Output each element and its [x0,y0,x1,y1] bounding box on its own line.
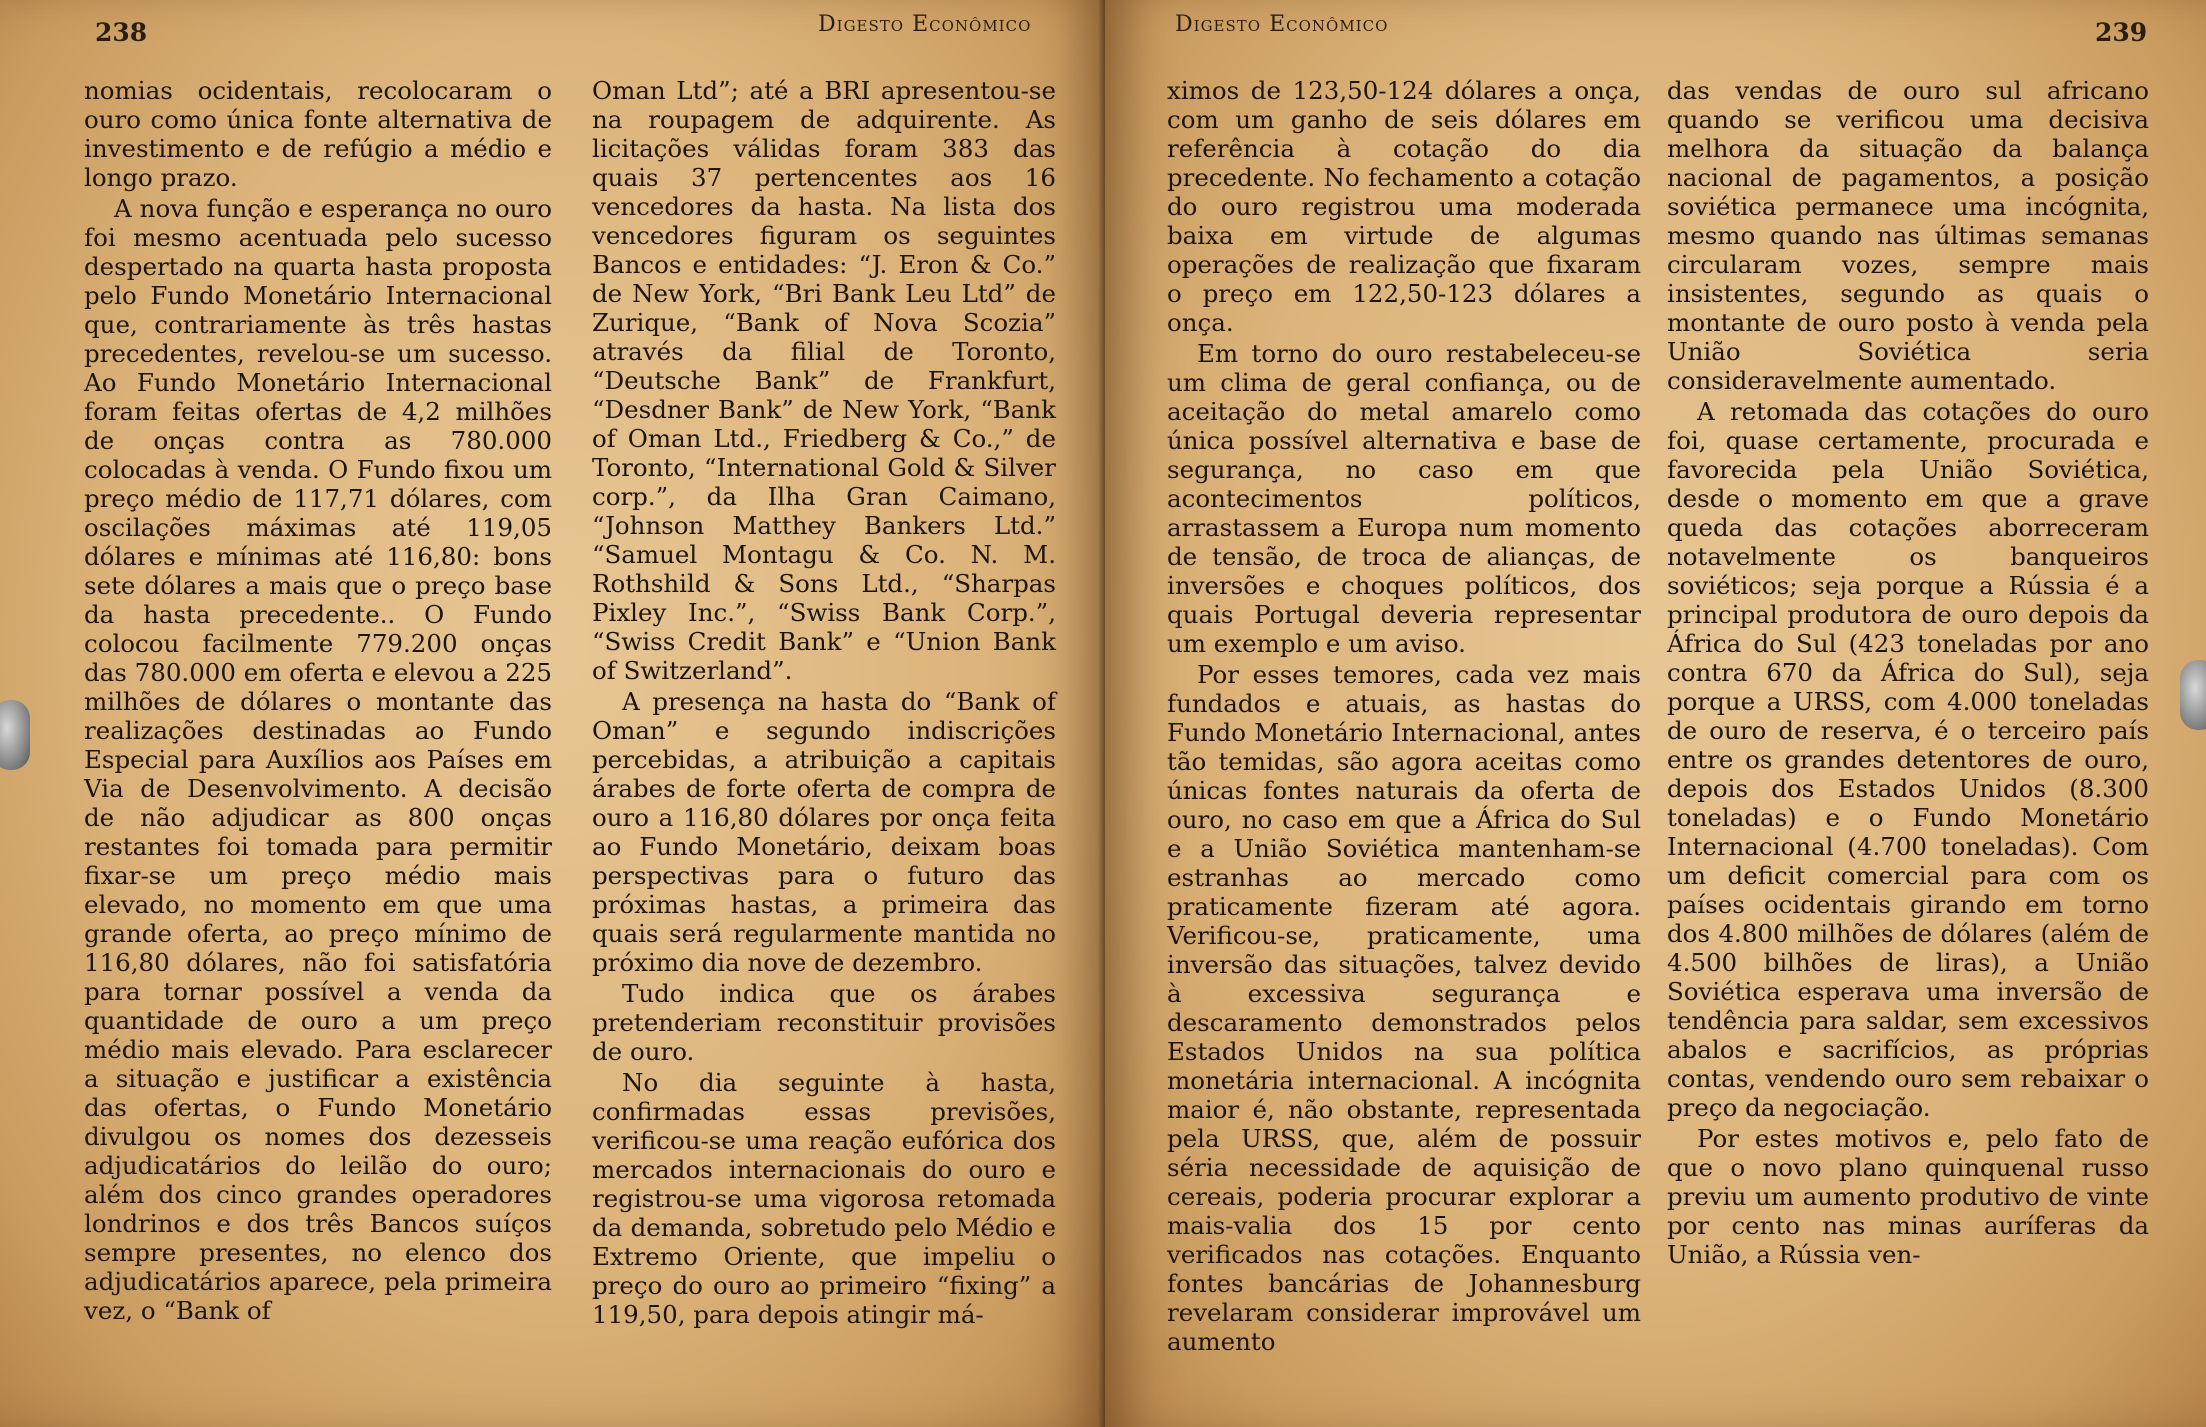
running-header-left: Digesto Econômico [818,12,1032,37]
paragraph: A nova função e esperança no ouro foi mesmo acentuada pelo sucesso despertado na quarta hasta proposta pelo Fundo Monetário Internacional que, contrariamente às três hastas precedentes, revelou-se um sucesso. Ao Fundo Monetário Internacional foram feitas ofertas de 4,2 milhões de onças contra as 780.000 colocadas à venda. O Fundo fixou um preço médio de 117,71 dólares, com oscilações máximas até 119,05 dólares e mínimas até 116,80: bons sete dólares a mais que o preço base da hasta precedente.. O Fundo colocou facilmente 779.200 onças das 780.000 em oferta e elevou a 225 milhões de dólares o montante das realizações destinadas ao Fundo Especial para Auxílios aos Países em Via de Desenvolvimento. A decisão de não adjudicar as 800 onças restantes foi tomada para permitir fixar-se um preço médio mais elevado, no momento em que uma grande oferta, ao preço mínimo de 116,80 dólares, não foi satisfatória para tornar possível a venda da quantidade de ouro a um preço médio mais elevado. Para esclarecer a situação e justificar a existência das ofertas, o Fundo Monetário divulgou os nomes dos dezesseis adjudicatários do leilão do ouro; além dos cinco grandes operadores londrinos e dos três Bancos suíços sempre presentes, no elenco dos adjudicatários aparece, pela primeira vez, o “Bank of [84,194,552,1325]
paragraph: A presença na hasta do “Bank of Oman” e segundo indiscrições percebidas, a atribuição a capitais árabes de forte oferta de compra de ouro a 116,80 dólares por onça feita ao Fundo Monetário, deixam boas perspectivas para o futuro das próximas hastas, a primeira das quais será regularmente mantida no próximo dia nove de dezembro. [592,687,1056,977]
left-column-2 [592,76,1056,1329]
binder-ring-icon [0,700,30,770]
right-column-2 [1667,76,2149,1269]
binder-ring-icon [2180,660,2206,730]
left-column-1 [84,76,552,1325]
page-number-right: 239 [2095,18,2148,47]
paragraph: nomias ocidentais, recolocaram o ouro como única fonte alternativa de investimento e de refúgio a médio e longo prazo. [84,76,552,192]
page-number-left: 238 [95,18,148,47]
right-page [1105,0,2206,1427]
paragraph: ximos de 123,50-124 dólares a onça, com um ganho de seis dólares em referência à cotação do dia precedente. No fechamento a cotação do ouro registrou uma moderada baixa em virtude de algumas operações de realização que fixaram o preço em 122,50-123 dólares a onça. [1167,76,1641,337]
paragraph: Por esses temores, cada vez mais fundados e atuais, as hastas do Fundo Monetário Internacional, antes tão temidas, são agora aceitas como únicas fontes naturais da oferta de ouro, no caso em que a África do Sul e a União Soviética mantenham-se estranhas ao mercado como praticamente fizeram até agora. Verificou-se, praticamente, uma inversão das situações, talvez devido à excessiva segurança e descaramento demonstrados pelos Estados Unidos na sua política monetária internacional. A incógnita maior é, não obstante, representada pela URSS, que, além de possuir séria necessidade de aquisição de cereais, poderia procurar explorar a mais-valia dos 15 por cento verificados nas cotações. Enquanto fontes bancárias de Johannesburg revelaram considerar improvável um aumento [1167,660,1641,1356]
running-header-right: Digesto Econômico [1175,12,1389,37]
paragraph: A retomada das cotações do ouro foi, quase certamente, procurada e favorecida pela União Soviética, desde o momento em que a grave queda das cotações aborreceram notavelmente os banqueiros soviéticos; seja porque a Rússia é a principal produtora de ouro depois da África do Sul (423 toneladas por ano contra 670 da África do Sul), seja porque a URSS, com 4.000 toneladas de ouro de reserva, é o terceiro país entre os grandes detentores de ouro, depois dos Estados Unidos (8.300 toneladas) e o Fundo Monetário Internacional (4.700 toneladas). Com um deficit comercial para com os países ocidentais girando em torno dos 4.800 milhões de dólares (além de 4.500 bilhões de liras), a União Soviética esperava uma inversão de tendência para saldar, sem excessivos abalos e sacrifícios, as próprias contas, vendendo ouro sem rebaixar o preço da negociação. [1667,397,2149,1122]
paragraph: das vendas de ouro sul africano quando se verificou uma decisiva melhora da situação da balança nacional de pagamentos, a posição soviética permanece uma incógnita, mesmo quando nas últimas semanas circularam vozes, sempre mais insistentes, segundo as quais o montante de ouro posto à venda pela União Soviética seria consideravelmente aumentado. [1667,76,2149,395]
paragraph: Tudo indica que os árabes pretenderiam reconstituir provisões de ouro. [592,979,1056,1066]
paragraph: Oman Ltd”; até a BRI apresentou-se na roupagem de adquirente. As licitações válidas foram 383 das quais 37 pertencentes aos 16 vencedores da hasta. Na lista dos vencedores figuram os seguintes Bancos e entidades: “J. Eron & Co.” de New York, “Bri Bank Leu Ltd” de Zurique, “Bank of Nova Scozia” através da filial de Toronto, “Deutsche Bank” de Frankfurt, “Desdner Bank” de New York, “Bank of Oman Ltd., Friedberg & Co.,” de Toronto, “International Gold & Silver corp.”, da Ilha Gran Caimano, “Johnson Matthey Bankers Ltd.” “Samuel Montagu & Co. N. M. Rothshild & Sons Ltd., “Sharpas Pixley Inc.”, “Swiss Bank Corp.”, “Swiss Credit Bank” e “Union Bank of Switzerland”. [592,76,1056,685]
paragraph: Por estes motivos e, pelo fato de que o novo plano quinquenal russo previu um aumento produtivo de vinte por cento nas minas auríferas da União, a Rússia ven- [1667,1124,2149,1269]
paragraph: No dia seguinte à hasta, confirmadas essas previsões, verificou-se uma reação eufórica dos mercados internacionais do ouro e registrou-se uma vigorosa retomada da demanda, sobretudo pelo Médio e Extremo Oriente, que impeliu o preço do ouro ao primeiro “fixing” a 119,50, para depois atingir má- [592,1068,1056,1329]
right-column-1 [1167,76,1641,1356]
paragraph: Em torno do ouro restabeleceu-se um clima de geral confiança, ou de aceitação do metal amarelo como única possível alternativa e base de segurança, no caso em que acontecimentos políticos, arrastassem a Europa num momento de tensão, de troca de alianças, de inversões e choques políticos, dos quais Portugal deveria representar um exemplo e um aviso. [1167,339,1641,658]
